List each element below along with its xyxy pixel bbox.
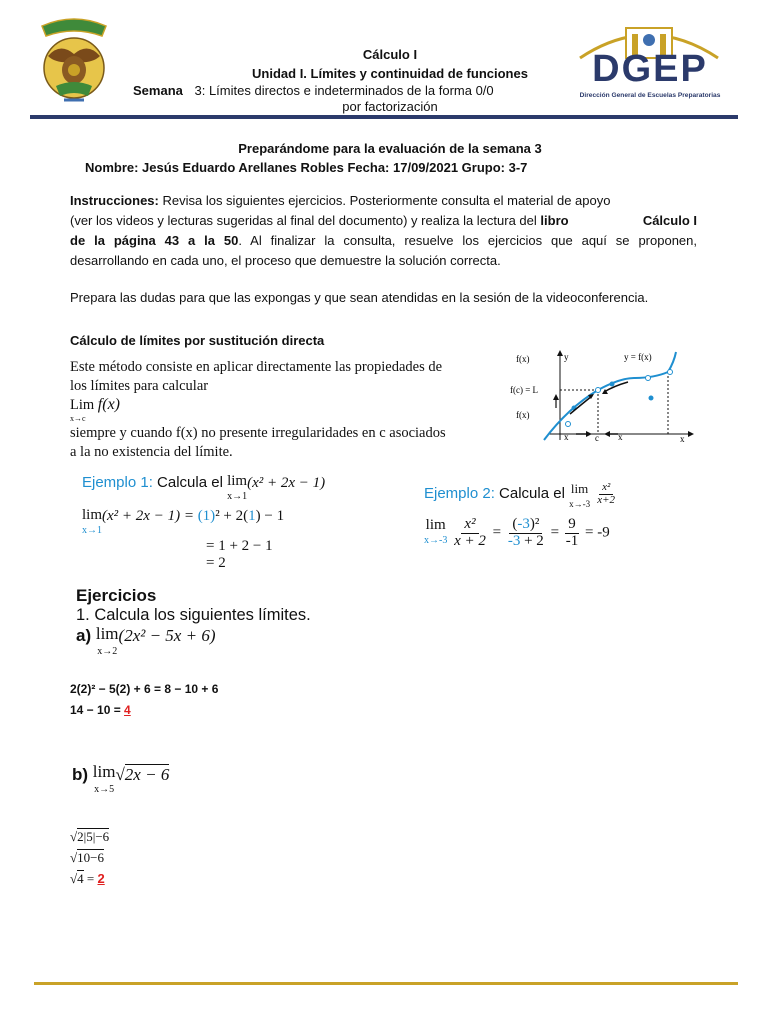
exercise-b-answer: 2	[97, 871, 105, 886]
dgep-title: DGEP	[592, 48, 708, 90]
graph-x1-label: x	[564, 432, 569, 442]
instructions-block	[70, 191, 697, 271]
example-1-end: ) − 1	[255, 508, 285, 524]
direct-p2: los límites para calcular	[70, 378, 209, 394]
example-2-num-2a: (	[512, 516, 518, 532]
example-2-instruction: Calcula el	[494, 485, 570, 503]
exercises-heading: Ejercicios	[76, 586, 157, 605]
example-1-line-3: = 2	[206, 555, 226, 571]
direct-p3: siempre y cuando f(x) no presente irregularidades en c asociados	[70, 425, 446, 441]
instructions-label: Instrucciones:	[70, 193, 159, 208]
example-2-eq-2: =	[550, 524, 560, 541]
example-1-title-limit	[227, 474, 247, 504]
exercise-b-work-2: √10−6	[70, 850, 104, 865]
example-1-line-1	[82, 508, 402, 538]
direct-p4: a la no existencia del límite.	[70, 444, 233, 460]
exercise-a	[76, 626, 215, 659]
exercise-a-work-2	[70, 703, 131, 717]
graph-y-label: y	[564, 352, 569, 362]
exercise-a-label: a)	[76, 626, 92, 645]
example-1-sub-value-1: (1)	[197, 508, 216, 524]
example-2-sub: x→-3	[424, 535, 448, 547]
lim-subscript: x→c	[70, 414, 86, 423]
example-2-num-1: x²	[461, 517, 478, 534]
exercise-b-limit	[93, 764, 116, 797]
example-2-title-num: x²	[599, 482, 613, 495]
example-2-frac-1	[451, 517, 489, 550]
footer-divider	[34, 982, 738, 985]
exercises-item-1: 1. Calcula los siguientes límites.	[76, 606, 311, 624]
exercise-b-eq: =	[83, 871, 98, 886]
exercise-b	[72, 764, 169, 797]
exercise-a-answer: 4	[124, 703, 131, 717]
example-2-limit	[424, 518, 447, 548]
instructions-line-3	[70, 231, 697, 251]
exercise-b-work-1: √2|5|−6	[70, 829, 110, 844]
example-1-instruction: Calcula el	[152, 474, 228, 491]
instructions-text-2: (ver los videos y lecturas sugeridas al final del documento) y realiza la lectura del	[70, 213, 541, 228]
week-text: 3: Límites directos e indeterminados de la forma 0/0	[194, 83, 494, 98]
example-1-expr: (x² + 2x − 1) =	[102, 508, 198, 524]
exercise-b-label: b)	[72, 765, 89, 784]
exercise-b-work-3: √4 = 2	[70, 871, 105, 886]
exercise-a-lim: lim	[95, 624, 119, 643]
book-label: libro	[540, 213, 569, 228]
example-2-lim: lim	[425, 517, 446, 534]
fx-symbol: f(x)	[97, 396, 120, 413]
example-2-line	[424, 517, 664, 550]
example-2-num-3: 9	[565, 517, 579, 534]
prep-title: Preparándome para la evaluación de la semana 3	[238, 141, 542, 156]
exercise-a-sub: x→2	[97, 646, 118, 657]
example-2-title	[424, 482, 664, 511]
example-2-num-2c: )²	[529, 516, 540, 532]
example-1	[82, 474, 402, 572]
graph-curve-label: y = f(x)	[624, 352, 652, 362]
example-1-title	[82, 474, 402, 504]
week-label: Semana	[133, 83, 183, 98]
unit-title: Unidad I. Límites y continuidad de funciones	[252, 66, 528, 81]
graph-x2-label: x	[618, 432, 623, 442]
prepare-doubts: Prepara las dudas para que las expongas y que sean atendidas en la sesión de la videoconferencia.	[70, 290, 649, 305]
graph-c-label: c	[595, 433, 599, 443]
direct-description	[70, 358, 500, 462]
graph-x-axis-label: x	[680, 434, 685, 444]
example-2-den-1: x + 2	[454, 532, 486, 549]
example-2-eq-1: =	[492, 524, 502, 541]
example-1-line-2: = 1 + 2 − 1	[206, 538, 273, 554]
exercise-b-work-3-text: 4	[77, 871, 84, 886]
example-1-label: Ejemplo 1:	[82, 474, 153, 491]
example-1-sub: x→1	[82, 525, 102, 536]
week-text-2: por factorización	[342, 99, 438, 114]
graph-fc-label: f(c) = L	[510, 385, 539, 395]
book-title: Cálculo I	[642, 213, 697, 228]
example-2-den-2a: -3	[507, 532, 521, 549]
instructions-line-4: desarrollando en cada uno, el proceso que demuestre la solución correcta.	[70, 253, 501, 268]
example-1-title-sub: x→1	[227, 491, 248, 502]
example-2-label: Ejemplo 2:	[424, 485, 495, 503]
student-line: Nombre: Jesús Eduardo Arellanes Robles Fecha: 17/09/2021 Grupo: 3-7	[85, 160, 528, 175]
example-2-title-sub: x→-3	[569, 499, 591, 509]
example-2	[424, 482, 664, 550]
example-2-title-fraction	[594, 482, 618, 506]
example-1-lim: lim	[82, 507, 103, 523]
page-range: de la página 43 a la 50	[70, 233, 239, 248]
header-divider	[30, 115, 738, 119]
example-1-limit	[82, 508, 102, 538]
example-2-den-3: -1	[565, 532, 579, 549]
instructions-line-1	[70, 191, 697, 211]
example-2-title-lim: lim	[570, 481, 589, 496]
exercise-b-lim: lim	[92, 762, 116, 781]
dgep-logo	[560, 18, 738, 104]
eagle-emblem-icon	[34, 12, 114, 104]
instructions-text-1: Revisa los siguientes ejercicios. Posteriormente consulta el material de apoyo	[158, 193, 611, 208]
graph-fx-label: f(x)	[516, 354, 530, 364]
example-1-sub-value-2: 1	[248, 508, 256, 524]
direct-heading: Cálculo de límites por sustitución directa	[70, 333, 325, 348]
exercise-b-work	[70, 826, 109, 889]
exercise-b-work-2-text: 10−6	[77, 850, 104, 865]
lim-word: Lim	[70, 397, 95, 413]
example-2-title-den: x+2	[597, 493, 616, 506]
school-logo	[34, 12, 114, 104]
function-graph-icon	[508, 348, 696, 444]
exercise-a-work-2-text: 14 − 10 =	[70, 703, 125, 717]
week-line	[133, 83, 494, 98]
instructions-line-2	[70, 211, 697, 231]
dgep-subtitle: Dirección General de Escuelas Preparatorias	[579, 92, 721, 99]
exercise-b-expr: 2x − 6	[124, 765, 170, 784]
exercise-b-sub: x→5	[94, 784, 115, 795]
exercise-a-limit	[96, 626, 119, 659]
exercise-a-expr: (2x² − 5x + 6)	[118, 626, 216, 645]
limit-graph	[508, 348, 696, 444]
example-2-num-2b: -3	[517, 516, 530, 532]
exercise-b-sqrt: √2x − 6	[115, 765, 170, 784]
example-2-den-2b: + 2	[520, 532, 544, 549]
example-2-eq-3: = -9	[585, 524, 610, 541]
exercise-b-work-1-text: 2|5|−6	[77, 829, 110, 844]
example-2-title-limit	[569, 482, 590, 511]
example-1-title-expr: (x² + 2x − 1)	[247, 475, 326, 491]
limit-notation	[70, 396, 500, 414]
course-title: Cálculo I	[362, 47, 418, 62]
example-2-frac-3	[563, 517, 582, 550]
example-1-title-lim: lim	[227, 473, 248, 489]
example-2-frac-2	[505, 517, 547, 550]
instructions-text-3: . Al finalizar la consulta, resuelve los ejercicios que aquí se proponen,	[238, 233, 698, 248]
graph-fx-label-2: f(x)	[516, 410, 530, 420]
direct-p1: Este método consiste en aplicar directamente las propiedades de	[70, 359, 443, 375]
example-1-mid: ² + 2(	[215, 508, 249, 524]
exercise-a-work-1: 2(2)² − 5(2) + 6 = 8 − 10 + 6	[70, 682, 219, 696]
